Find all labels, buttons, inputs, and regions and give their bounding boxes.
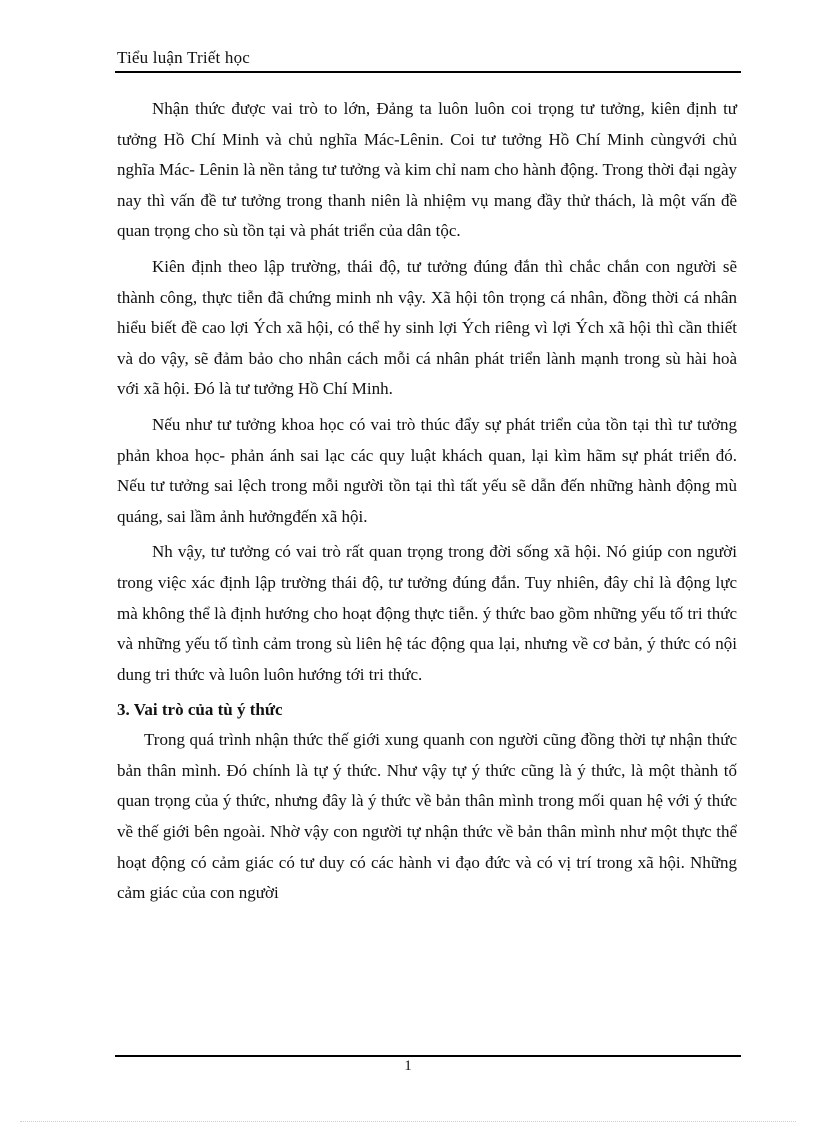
document-body — [117, 94, 737, 909]
section-paragraph: Trong quá trình nhận thức thế giới xung quanh con người cũng đồng thời tự nhận thức bản thân mình. Đó chính là tự ý thức. Như vậy tự ý thức cũng là ý thức, là một thành tố quan trọng của ý thức, nhưng đây là ý thức về bản thân mình trong mối quan hệ với ý thức về thế giới bên ngoài. Nhờ vậy con người tự nhận thức về bản thân mình như một thực thể hoạt động có cảm giác có tư duy có các hành vi đạo đức và có vị trí trong xã hội. Những cảm giác của con người — [117, 730, 737, 903]
page-number: 1 — [404, 1058, 412, 1074]
page-header-title: Tiểu luận Triết học — [117, 48, 251, 67]
body-paragraph-1: Nhận thức được vai trò to lớn, Đảng ta luôn luôn coi trọng tư tưởng, kiên định tư tưởng Hồ Chí Minh và chủ nghĩa Mác-Lênin. Coi tư tưởng Hồ Chí Minh cùngvới chủ nghĩa Mác- Lênin là nền tảng tư tưởng và kim chỉ nam cho hành động. Trong thời đại ngày nay thì vấn đề tư tưởng trong thanh niên là nhiệm vụ mang đầy thử thách, là một vấn đề quan trọng cho sù tồn tại và phát triển của dân tộc. — [117, 99, 737, 241]
body-paragraph-3: Nếu như tư tưởng khoa học có vai trò thúc đẩy sự phát triển của tồn tại thì tư tưởng phản khoa học- phản ánh sai lạc các quy luật khách quan, lại kìm hãm sự phát triển đó. Nếu tư tưởng sai lệch trong mỗi người tồn tại thì tất yếu sẽ dẫn đến những hành động mù quáng, sai lầm ảnh hưởngđến xã hội. — [117, 414, 737, 526]
header-divider — [115, 71, 741, 73]
page-edge — [20, 1121, 796, 1122]
body-paragraph-4: Nh vậy, tư tưởng có vai trò rất quan trọng trong đời sống xã hội. Nó giúp con người trong việc xác định lập trường thái độ, tư tưởng đúng đắn. Tuy nhiên, đây chỉ là động lực mà không thể là định hướng cho hoạt động thực tiễn. ý thức bao gồm những yếu tố tri thức và những yếu tố tình cảm trong sù liên hệ tác động qua lại, nhưng về cơ bản, ý thức có nội dung tri thức và luôn luôn hướng tới tri thức. — [117, 542, 737, 684]
body-paragraph-2: Kiên định theo lập trường, thái độ, tư tưởng đúng đắn thì chắc chắn con người sẽ thành công, thực tiễn đã chứng minh nh vậy. Xã hội tôn trọng cá nhân, đồng thời cá nhân hiểu biết đề cao lợi Ých xã hội, có thể hy sinh lợi Ých riêng vì lợi Ých xã hội thì cần thiết và do vậy, sẽ đảm bảo cho nhân cách mỗi cá nhân phát triển lành mạnh trong sù hài hoà với xã hội. Đó là tư tưởng Hồ Chí Minh. — [117, 256, 737, 399]
section-heading: 3. Vai trò của tù ý thức — [117, 700, 283, 720]
